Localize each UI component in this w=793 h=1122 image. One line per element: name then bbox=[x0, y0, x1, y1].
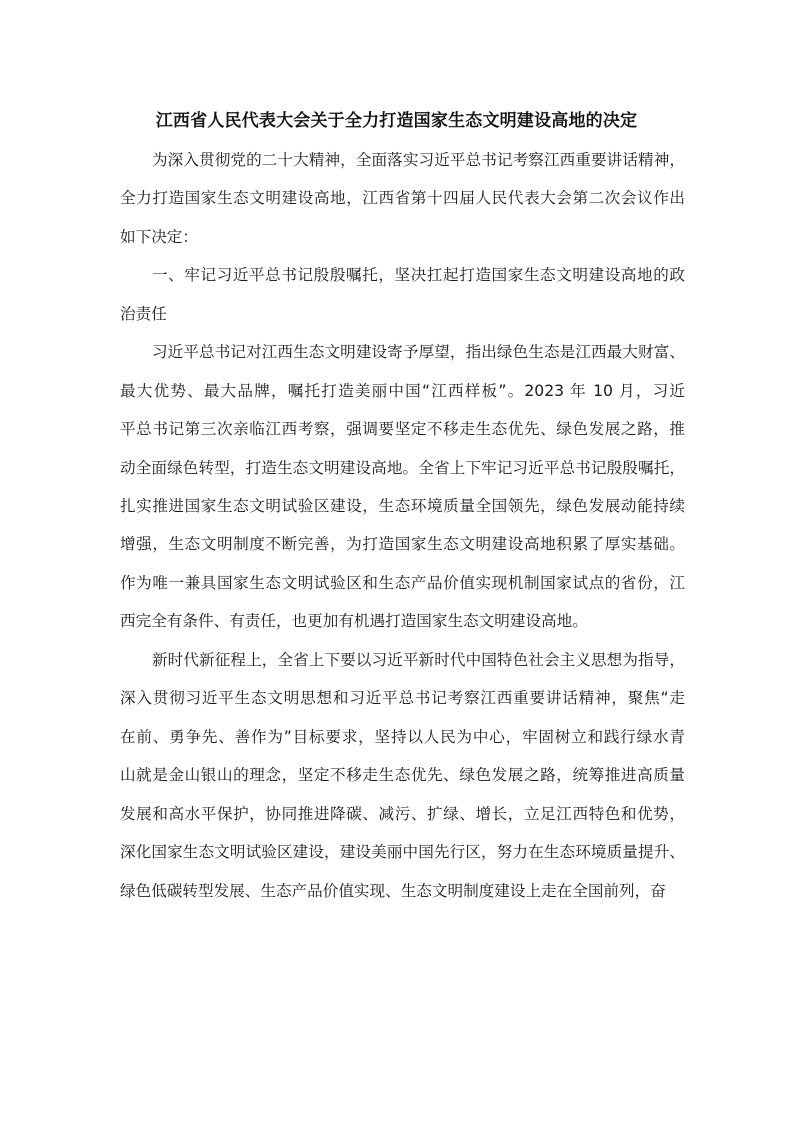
paragraph-line: 绿色低碳转型发展、生态产品价值实现、生态文明制度建设上走在全国前列，奋 bbox=[120, 882, 666, 900]
paragraph-line: 深化国家生态文明试验区建设，建设美丽中国先行区，努力在生态环境质量提升、 bbox=[120, 843, 685, 861]
document-title: 江西省人民代表大会关于全力打造国家生态文明建设高地的决定 bbox=[155, 111, 638, 131]
paragraph-line: 发展和高水平保护，协同推进降碳、减污、扩绿、增长，立足江西特色和优势， bbox=[120, 805, 685, 823]
paragraph-line: 在前、勇争先、善作为”目标要求，坚持以人民为中心，牢固树立和践行绿水青 bbox=[120, 728, 685, 746]
section-heading-line: 治责任 bbox=[120, 305, 167, 323]
paragraph-line: 作为唯一兼具国家生态文明试验区和生态产品价值实现机制国家试点的省份，江 bbox=[120, 574, 685, 592]
paragraph-line: 如下决定： bbox=[120, 228, 198, 246]
paragraph-line: 动全面绿色转型，打造生态文明建设高地。全省上下牢记习近平总书记殷殷嘱托， bbox=[120, 459, 685, 477]
paragraph-line: 最大优势、最大品牌，嘱托打造美丽中国“江西样板”。2023 年 10 月，习近 bbox=[120, 382, 685, 400]
paragraph-line: 习近平总书记对江西生态文明建设寄予厚望，指出绿色生态是江西最大财富、 bbox=[152, 343, 685, 361]
section-heading-line: 一、牢记习近平总书记殷殷嘱托，坚决扛起打造国家生态文明建设高地的政 bbox=[152, 266, 685, 284]
paragraph-line: 为深入贯彻党的二十大精神，全面落实习近平总书记考察江西重要讲话精神， bbox=[152, 151, 685, 169]
paragraph-line: 新时代新征程上，全省上下要以习近平新时代中国特色社会主义思想为指导， bbox=[152, 651, 685, 669]
paragraph-line: 扎实推进国家生态文明试验区建设，生态环境质量全国领先，绿色发展动能持续 bbox=[120, 497, 685, 515]
paragraph-line: 深入贯彻习近平生态文明思想和习近平总书记考察江西重要讲话精神，聚焦“走 bbox=[120, 689, 685, 707]
paragraph-line: 平总书记第三次亲临江西考察，强调要坚定不移走生态优先、绿色发展之路，推 bbox=[120, 420, 685, 438]
paragraph-line: 山就是金山银山的理念，坚定不移走生态优先、绿色发展之路，统筹推进高质量 bbox=[120, 766, 685, 784]
paragraph-line: 全力打造国家生态文明建设高地，江西省第十四届人民代表大会第二次会议作出 bbox=[120, 189, 685, 207]
paragraph-line: 增强，生态文明制度不断完善，为打造国家生态文明建设高地积累了厚实基础。 bbox=[120, 535, 685, 553]
paragraph-line: 西完全有条件、有责任，也更加有机遇打造国家生态文明建设高地。 bbox=[120, 612, 588, 630]
